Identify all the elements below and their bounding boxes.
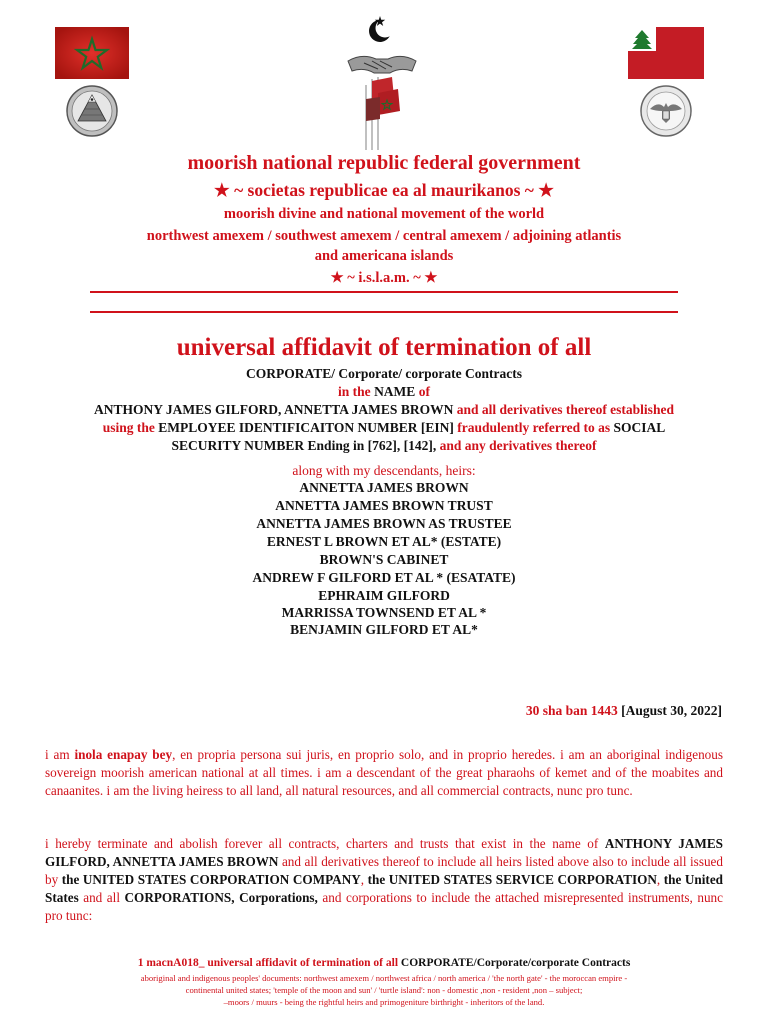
heir-item: ANNETTA JAMES BROWN TRUST [275, 498, 493, 513]
subtitle-name-line: in the NAME of [338, 384, 430, 399]
moroccan-flag-icon [55, 27, 129, 79]
heir-item: MARRISSA TOWNSEND ET AL * [281, 605, 487, 620]
pine-tree-flag-icon [628, 27, 704, 79]
header-regions: northwest amexem / southwest amexem / central amexem / adjoining atlantis [146, 228, 622, 244]
heir-item: ANNETTA JAMES BROWN [299, 480, 469, 495]
heirs-intro: along with my descendants, heirs: [292, 463, 476, 478]
ein-line: using the EMPLOYEE IDENTIFICAITON NUMBER [EIN] fraudulently referred to as SOCIAL [102, 420, 666, 435]
header-divider-2 [90, 311, 678, 313]
footer-line-4: –moors / muurs - being the rightful heirs and primogeniture birthright - inheritors of the land. [223, 997, 545, 1007]
eagle-seal-icon [640, 85, 692, 137]
document-title: universal affidavit of termination of all [176, 334, 592, 361]
crescent-star-handshake-icon [342, 15, 422, 155]
header-divider-1 [90, 291, 678, 293]
header-latin-motto: ★ ~ societas republicae ea al maurikanos ~ ★ [214, 180, 554, 200]
names-line: ANTHONY JAMES GILFORD, ANNETTA JAMES BROWN and all derivatives thereof established [94, 402, 674, 417]
heir-item: ERNEST L BROWN ET AL* (ESTATE) [266, 534, 502, 549]
pyramid-eye-seal-icon [66, 85, 118, 137]
heir-item: BROWN'S CABINET [319, 552, 449, 567]
heir-item: ANNETTA JAMES BROWN AS TRUSTEE [256, 516, 512, 531]
document-date: 30 sha ban 1443 [August 30, 2022] [525, 703, 722, 718]
footer-line-3: continental united states; 'temple of the moon and sun' / 'turtle island': non - domestic ,non - resident ,non – subject; [185, 985, 583, 995]
heir-item: BENJAMIN GILFORD ET AL* [290, 622, 478, 637]
footer-doc-id: 1 macnA018_ universal affidavit of termination of all CORPORATE/Corporate/corporate Contracts [137, 957, 631, 969]
header-regions-cont: and americana islands [314, 248, 454, 264]
ssn-line: SECURITY NUMBER Ending in [762], [142], and any derivatives thereof [171, 438, 597, 453]
header-islam: ★ ~ i.s.l.a.m. ~ ★ [330, 270, 438, 286]
header-title: moorish national republic federal government [187, 152, 581, 174]
subtitle-corporate: CORPORATE/ Corporate/ corporate Contracts [245, 366, 523, 381]
header-movement: moorish divine and national movement of the world [223, 206, 545, 222]
heir-item: ANDREW F GILFORD ET AL * (ESATATE) [252, 570, 516, 585]
termination-paragraph: i hereby terminate and abolish forever all contracts, charters and trusts that exist in the name of ANTHONY JAMES GILFORD, ANNETTA JAMES BROWN and all derivatives thereof to include all heirs listed above also to include all issued by the UNITED STATES CORPORATION COMPANY, the UNITED STATES SERVICE CORPORATION, the United States and all CORPORATIONS, Corporations, and corporations to include the attached misrepresented instruments, nunc pro tunc: [45, 836, 724, 923]
declaration-paragraph: i am inola enapay bey, en propria persona sui juris, en proprio solo, and in proprio heredes. i am an aboriginal indigenous sovereign moorish american national at all times. i am a descendant of the great pharaohs of kemet and of the moabites and canaanites. i am the living heiress to all land, all natural resources, and all commercial contracts, nunc pro tunc. [45, 747, 723, 798]
footer-line-2: aboriginal and indigenous peoples' documents: northwest amexem / northwest africa / north america / 'the north gate' - the moroccan empire - [140, 973, 628, 983]
heir-item: EPHRAIM GILFORD [318, 588, 450, 603]
